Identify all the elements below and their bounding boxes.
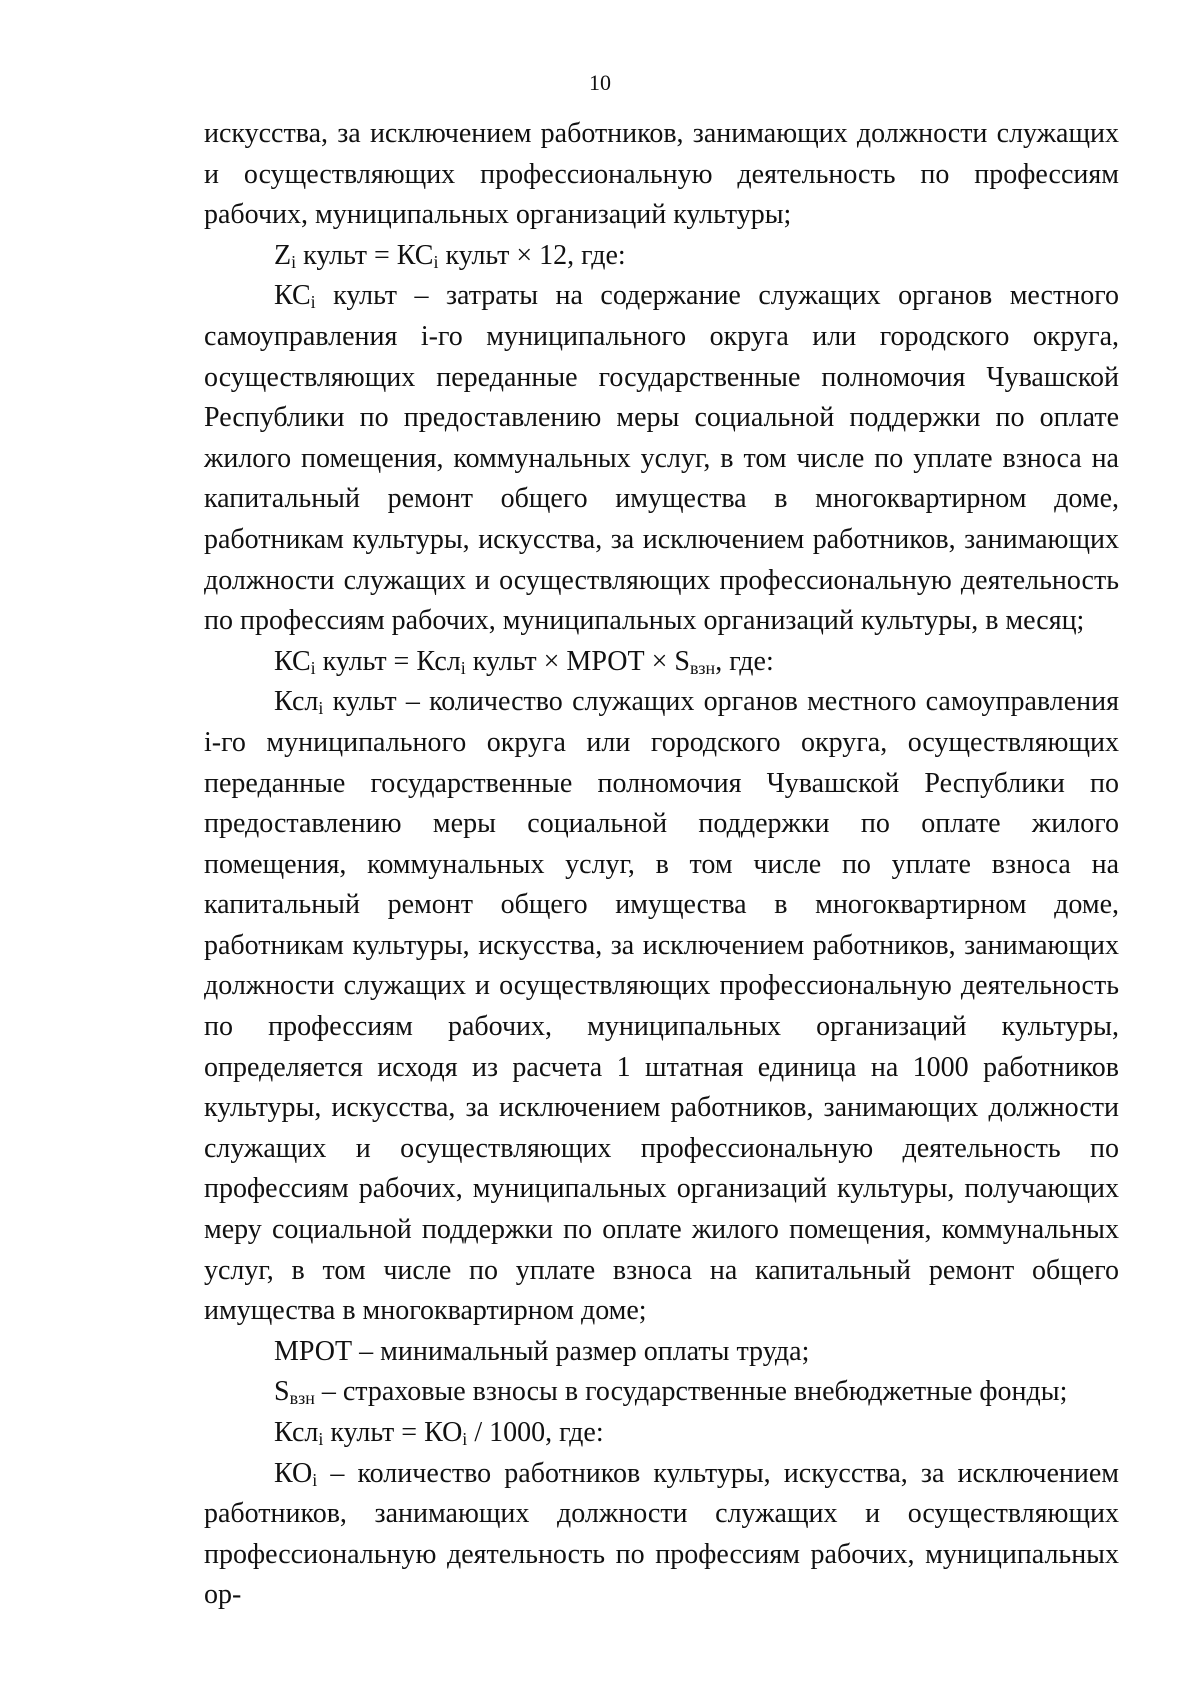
formula-z-kult: $Z_i$ культ = $КС_i$ культ × 12, где: [274,239,626,272]
formula-ks-kult: $КС_i$ культ = Ксл$_i$ культ × МРОТ × $S_{взн}$, где: [274,645,774,678]
definition-s-vzn: $S_{взн}$ – страховые взносы в государственные внебюджетные фонды; [274,1376,1068,1409]
definition-ksl-kult: Ксл$_i$ культ – количество служащих органов местного самоуправления i-го муниципального округа или городского округа, осуществляющих переданные государственные полномочия Чувашской Республики по предоставлению меры социальной поддержки по оплате жилого помещения, коммунальных услуг, в том числе по уплате взноса на капитальный ремонт общего имущества в многоквартирном доме, работникам культуры, искусства, за исключением работников, занимающих должности служащих и осуществляющих профессиональную деятельность по профессиям рабочих, муниципальных организаций культуры, определяется исходя из расчета 1 штатная единица на 1000 работников культуры, искусства, за исключением работников, занимающих должности служащих и осуществляющих профессиональную деятельность по профессиям рабочих, муниципальных организаций культуры, получающих меру социальной поддержки по оплате жилого помещения, коммунальных услуг, в том числе по уплате взноса на капитальный ремонт общего имущества в многоквартирном доме; [204,686,1119,1327]
formula-ksl-kult: Ксл$_i$ культ = $КО_i / 1000$, где: [274,1417,604,1449]
definition-ko: $КО_i$ – количество работников культуры, искусства, за исключением работников, занимающих должности служащих и осуществляющих профессиональную деятельность по профессиям рабочих, муниципальных ор- [204,1457,1119,1611]
paragraph-continuation: искусства, за исключением работников, занимающих должности служащих и осуществляющих профессиональную деятельность по профессиям рабочих, муниципальных организаций культуры; [204,118,1119,231]
definition-mrot: МРОТ – минимальный размер оплаты труда; [274,1335,810,1367]
page-number: 10 [589,70,611,95]
document-body [204,114,1119,1616]
definition-ks-kult: $КС_i$ культ – затраты на содержание служащих органов местного самоуправления i-го муниципального округа или городского округа, осуществляющих переданные государственные полномочия Чувашской Республики по предоставлению меры социальной поддержки по оплате жилого помещения, коммунальных услуг, в том числе по уплате взноса на капитальный ремонт общего имущества в многоквартирном доме, работникам культуры, искусства, за исключением работников, занимающих должности служащих и осуществляющих профессиональную деятельность по профессиям рабочих, муниципальных организаций культуры, в месяц; [204,280,1119,637]
